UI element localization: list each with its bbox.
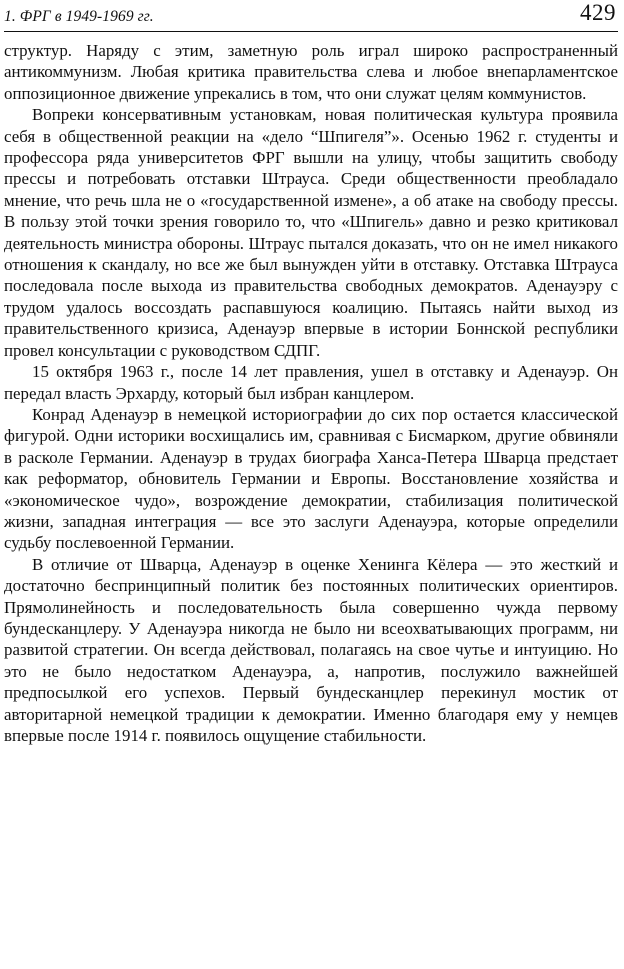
paragraph-spiegel-affair: Вопреки консервативным установкам, новая политическая культура проявила себя в общественной реакции на «дело “Шпигеля”». Осенью 1962 г. студенты и профессора ряда университетов ФРГ вышли на улицу, чтобы защитить свободу прессы и потребовать отставки Штрауса. Среди общественности преобладало мнение, что речь шла не о «государственной измене», а об атаке на свободу прессы. В пользу этой точки зрения говорило то, что «Шпигель» давно и резко критиковал деятельность министра обороны. Штраус пытался доказать, что он не имел никакого отношения к скандалу, но все же был вынужден уйти в отставку. Отставка Штрауса последовала после выхода из правительства свободных демократов. Аденауэру с трудом удалось воссоздать распавшуюся коалицию. Пытаясь найти выход из правительственного кризиса, Аденауэр впервые в истории Боннской республики провел консультации с руководством СДПГ. (4, 105, 618, 360)
running-title: 1. ФРГ в 1949-1969 гг. (4, 8, 154, 25)
running-head (4, 0, 618, 32)
paragraph-continued: структур. Наряду с этим, заметную роль играл широко распространенный антикоммунизм. Любая критика правительства слева и любое внепарламентское оппозиционное движение упрекались в том, что они служат целям коммунистов. (4, 41, 618, 103)
page-number: 429 (580, 0, 616, 25)
paragraph-koehler-assessment: В отличие от Шварца, Аденауэр в оценке Хенинга Кёлера — это жесткий и достаточно беспринципный политик без постоянных политических ориентиров. Прямолинейность и последовательность была совершенно чужда первому бундесканцлеру. У Аденауэра никогда не было ни всеохватывающих программ, ни развитой стратегии. Он всегда действовал, полагаясь на свое чутье и интуицию. Но это не было недостатком Аденауэра, а, напротив, послужило важнейшей предпосылкой его успехов. Первый бундесканцлер перекинул мостик от авторитарной немецкой традиции к демократии. Именно благодаря ему у немцев впервые после 1914 г. появилось ощущение стабильности. (4, 554, 618, 745)
body-text (4, 40, 618, 746)
paragraph-adenauer-resignation: 15 октября 1963 г., после 14 лет правления, ушел в отставку и Аденауэр. Он передал власть Эрхарду, который был избран канцлером. (4, 362, 618, 403)
paragraph-historiography: Конрад Аденауэр в немецкой историографии до сих пор остается классической фигурой. Одни историки восхищались им, сравнивая с Бисмарком, другие обвиняли в расколе Германии. Аденауэр в трудах биографа Ханса-Петера Шварца предстает как реформатор, обновитель Германии и Европы. Восстановление хозяйства и «экономическое чудо», возрождение демократии, стабилизация политической жизни, западная интеграция — все это заслуги Аденауэра, которые определили судьбу послевоенной Германии. (4, 404, 618, 553)
